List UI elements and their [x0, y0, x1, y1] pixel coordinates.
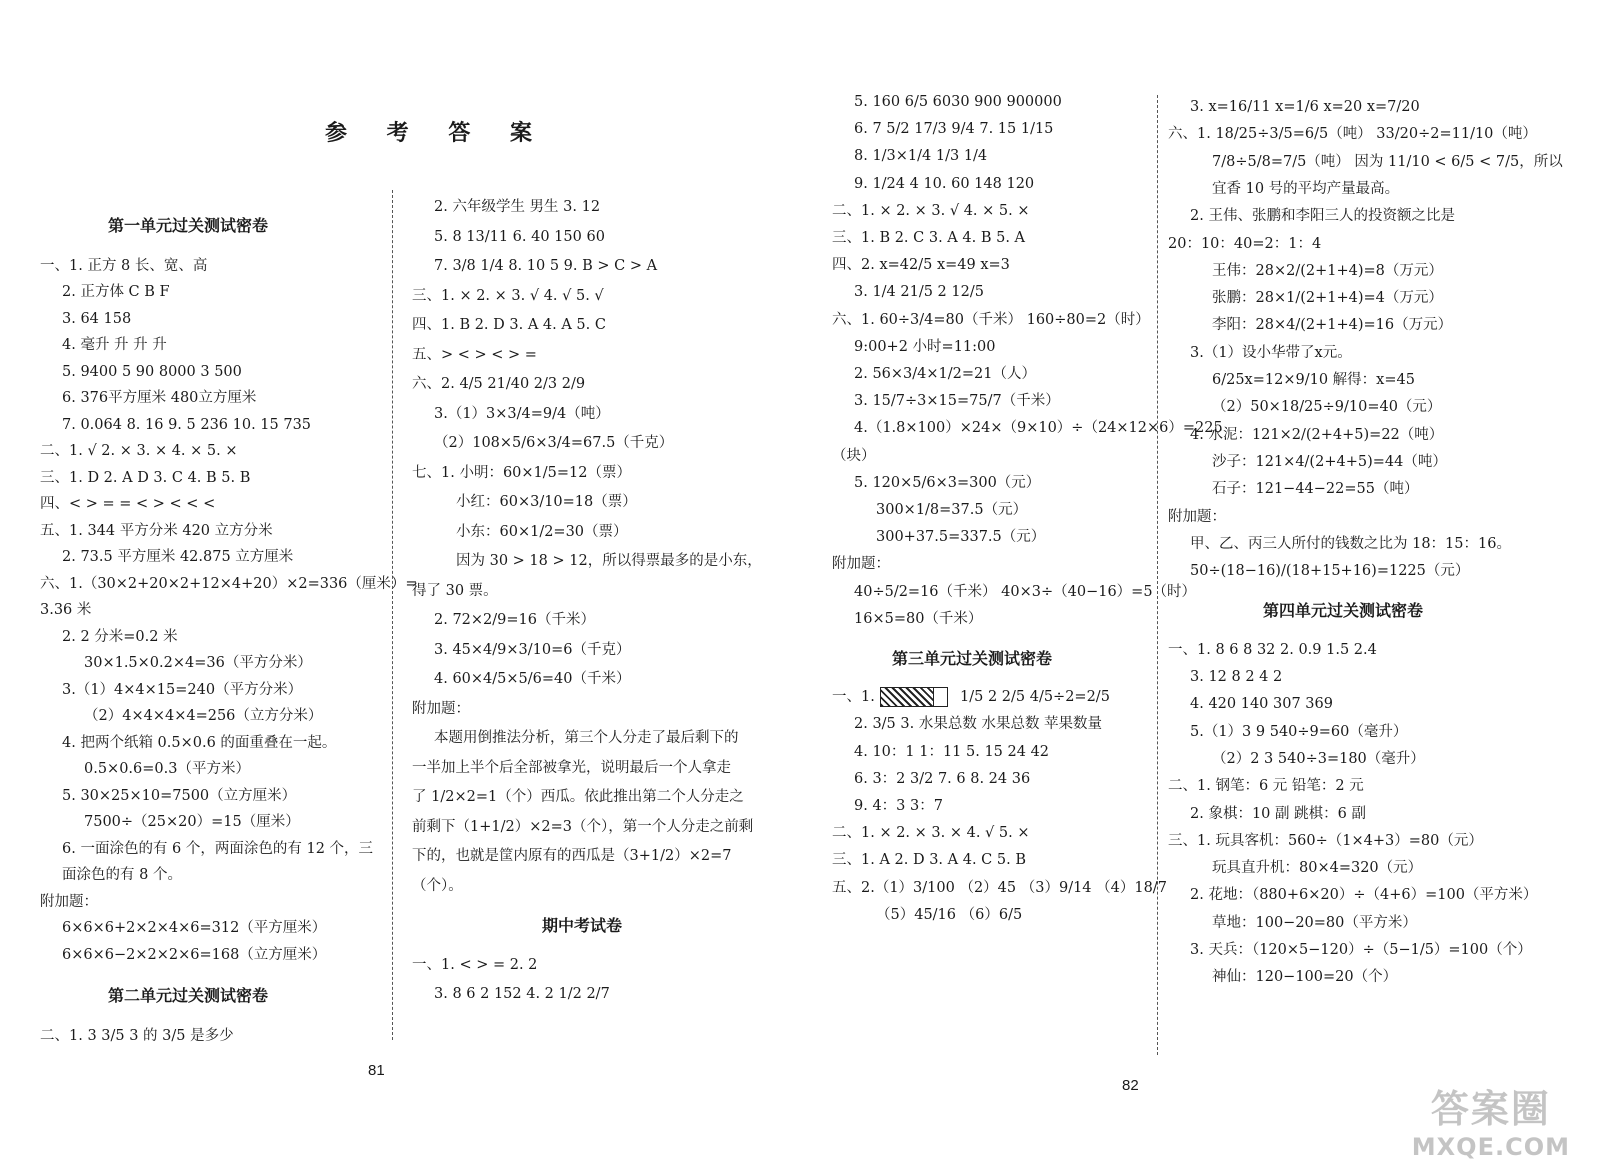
answer-line: 本题用倒推法分析，第三个人分走了最后剩下的: [434, 730, 739, 746]
answer-line: 9. 1/24 4 10. 60 148 120: [854, 175, 1035, 192]
answer-line: 2. 六年级学生 男生 3. 12: [434, 199, 601, 215]
answer-line: 玩具直升机：80×4=320（元）: [1212, 860, 1423, 877]
page-number: 82: [1122, 1077, 1139, 1094]
answer-line: 前剩下（1+1/2）×2=3（个），第一个人分走之前剩: [412, 818, 754, 835]
answer-line: 李阳：28×4/(2+1+4)=16（万元）: [1212, 317, 1453, 334]
answer-line: 三、1. D 2. A D 3. C 4. B 5. B: [40, 469, 251, 486]
answer-line: 2. 2 分米=0.2 米: [62, 628, 178, 645]
answer-line: 三、1. 玩具客机：560÷（1×4+3）=80（元）: [1168, 832, 1483, 849]
answer-line: 小红：60×3/10=18（票）: [456, 494, 637, 510]
answer-line: 沙子：121×4/(2+4+5)=44（吨）: [1212, 453, 1447, 470]
answer-line: 二、1. × 2. × 3. × 4. √ 5. ×: [832, 825, 1030, 842]
answer-line: 石子：121−44−22=55（吨）: [1212, 481, 1419, 498]
answer-line: 附加题：: [1168, 508, 1226, 525]
answer-line: 6. 3：2 3/2 7. 6 8. 24 36: [854, 770, 1031, 787]
answer-line: 三、1. A 2. D 3. A 4. C 5. B: [832, 852, 1026, 869]
answer-line: 2. 正方体 C B F: [62, 284, 170, 300]
column-divider: [1157, 95, 1158, 1055]
answer-line: 3. 64 158: [62, 310, 132, 327]
answer-line: 4. 把两个纸箱 0.5×0.6 的面重叠在一起。: [62, 734, 337, 751]
answer-line: 2. 56×3/4×1/2=21（人）: [854, 366, 1036, 382]
answer-line: 宜香 10 号的平均产量最高。: [1212, 180, 1400, 197]
answer-line: 3.（1）4×4×15=240（平方分米）: [62, 681, 303, 698]
answer-line: 9:00+2 小时=11:00: [854, 338, 996, 355]
answer-line: 3. 天兵：（120×5−120）÷（5−1/5）=100（个）: [1190, 942, 1532, 958]
answer-line: 三、1. × 2. × 3. √ 4. √ 5. √: [412, 287, 604, 304]
answer-line: 7. 3/8 1/4 8. 10 5 9. B > C > A: [434, 258, 658, 274]
answer-line: 二、1. 3 3/5 3 的 3/5 是多少: [40, 1027, 234, 1044]
answer-line: 40÷5/2=16（千米） 40×3÷（40−16）=5（时）: [854, 583, 1197, 600]
answer-line: 3. 15/7÷3×15=75/7（千米）: [854, 393, 1060, 410]
answer-line: 300×1/8=37.5（元）: [876, 502, 1028, 518]
answer-line: 五、> < > < > =: [412, 346, 537, 363]
answer-line: 0.5×0.6=0.3（平方米）: [84, 761, 250, 777]
answer-line: 4. 10：1 1：11 5. 15 24 42: [854, 743, 1050, 760]
answer-line: 草地：100−20=80（平方米）: [1212, 914, 1417, 931]
answer-line: 四、< > = = < > < < <: [40, 496, 216, 512]
column-divider: [392, 190, 393, 1040]
answer-line: 2. 3/5 3. 水果总数 水果总数 苹果数量: [854, 716, 1103, 733]
answer-line: 因为 30 > 18 > 12，所以得票最多的是小东，: [456, 553, 762, 569]
answer-line: 一、1. 正方 8 长、宽、高: [40, 257, 208, 274]
answer-line: 3. 8 6 2 152 4. 2 1/2 2/7: [434, 986, 610, 1002]
answer-line: 5. 8 13/11 6. 40 150 60: [434, 228, 605, 245]
watermark: [1412, 1078, 1570, 1161]
answer-line: 5. 30×25×10=7500（立方厘米）: [62, 787, 297, 804]
answer-line: 6×6×6−2×2×2×6=168（立方厘米）: [62, 946, 327, 963]
answer-line: 4. 420 140 307 369: [1190, 696, 1333, 713]
section-heading: 第四单元过关测试密卷: [1262, 601, 1424, 621]
answer-line: 5. 160 6/5 6030 900 900000: [854, 94, 1062, 110]
answer-line: 六、1.（30×2+20×2+12×4+20）×2=336（厘米）=: [40, 575, 418, 592]
answer-line: 300+37.5=337.5（元）: [876, 529, 1046, 546]
answer-line: 附加题：: [832, 556, 890, 573]
section-heading: 第三单元过关测试密卷: [891, 649, 1053, 668]
answer-line: 一、1. 8 6 8 32 2. 0.9 1.5 2.4: [1168, 641, 1377, 658]
answer-line: 2. 花地：（880+6×20）÷（4+6）=100（平方米）: [1190, 887, 1538, 904]
answer-line: 5. 120×5/6×3=300（元）: [854, 474, 1041, 491]
answer-line: 6. 一面涂色的有 6 个，两面涂色的有 12 个，三: [62, 840, 374, 857]
shaded-bar-figure: [880, 687, 948, 707]
answer-line: 五、1. 344 平方分米 420 立方分米: [40, 522, 273, 539]
answer-line: 4. 毫升 升 升 升: [62, 337, 167, 353]
answer-line: 得了 30 票。: [412, 582, 498, 599]
answer-line: 张鹏：28×1/(2+1+4)=4（万元）: [1212, 290, 1443, 307]
section-heading: 期中考试卷: [541, 916, 623, 935]
answer-line: 2. 王伟、张鹏和李阳三人的投资额之比是: [1190, 208, 1455, 225]
answer-line: 王伟：28×2/(2+1+4)=8（万元）: [1212, 262, 1443, 279]
answer-line: 7. 0.064 8. 16 9. 5 236 10. 15 735: [62, 416, 312, 433]
answer-line: 六、1. 18/25÷3/5=6/5（吨） 33/20÷2=11/10（吨）: [1168, 126, 1537, 143]
answer-line: 甲、乙、丙三人所付的钱数之比为 18：15：16。: [1190, 535, 1511, 552]
answer-line: 3. 1/4 21/5 2 12/5: [854, 284, 984, 301]
answer-line: 一、1. < > = 2. 2: [412, 956, 538, 973]
answer-line: （2）2 3 540÷3=180（毫升）: [1212, 750, 1425, 767]
answer-line: （2）4×4×4×4=256（立方分米）: [84, 708, 323, 724]
watermark-url: MXQE.COM: [1411, 1133, 1570, 1161]
answer-line: 了 1/2×2=1（个）西瓜。依此推出第二个人分走之: [412, 789, 744, 805]
answer-line: 3. 45×4/9×3/10=6（千克）: [434, 641, 631, 658]
answer-line: 20：10：40=2：1：4: [1168, 235, 1322, 252]
answer-line: 七、1. 小明：60×1/5=12（票）: [412, 464, 631, 481]
page-title: 参 考 答 案: [325, 120, 548, 146]
section-heading: 第二单元过关测试密卷: [107, 986, 269, 1005]
answer-line: 一半加上半个后全部被拿光，说明最后一个人拿走: [412, 759, 731, 776]
answer-line: 2. 73.5 平方厘米 42.875 立方厘米: [62, 549, 294, 565]
answer-line: 50÷(18−16)/(18+15+16)=1225（元）: [1190, 563, 1470, 580]
answer-line: 6×6×6+2×2×4×6=312（平方厘米）: [62, 920, 327, 936]
answer-line: 7/8÷5/8=7/5（吨） 因为 11/10 < 6/5 < 7/5，所以: [1212, 153, 1563, 170]
page-number: 81: [368, 1062, 385, 1079]
answer-line: 5. 9400 5 90 8000 3 500: [62, 363, 242, 380]
answer-line: 下的，也就是筐内原有的西瓜是（3+1/2）×2=7: [412, 848, 732, 864]
answer-line-prefix: 一、1.: [832, 689, 875, 706]
answer-line: 3.（1）3×3/4=9/4（吨）: [434, 405, 610, 422]
answer-line: 4.（1.8×100）×24×（9×10）÷（24×12×6）=225: [854, 420, 1223, 437]
answer-line: 6. 7 5/2 17/3 9/4 7. 15 1/15: [854, 121, 1054, 138]
answer-line: 5.（1）3 9 540÷9=60（毫升）: [1190, 723, 1408, 740]
answer-line: （块）: [832, 447, 876, 464]
answer-line: （个）。: [412, 877, 463, 894]
answer-line: 二、1. 钢笔：6 元 铅笔：2 元: [1168, 778, 1364, 795]
answer-line: 四、2. x=42/5 x=49 x=3: [832, 257, 1010, 274]
answer-line: 16×5=80（千米）: [854, 610, 983, 627]
answer-line: 8. 1/3×1/4 1/3 1/4: [854, 148, 988, 165]
answer-line: 3. x=16/11 x=1/6 x=20 x=7/20: [1190, 99, 1420, 115]
answer-line: 6. 376平方厘米 480立方厘米: [62, 390, 257, 406]
answer-line: 2. 象棋：10 副 跳棋：6 副: [1190, 805, 1366, 822]
answer-line: 30×1.5×0.2×4=36（平方分米）: [84, 655, 312, 671]
answer-line: 五、2.（1）3/100 （2）45 （3）9/14 （4）18/7: [832, 879, 1167, 896]
answer-line: 1/5 2 2/5 4/5÷2=2/5: [960, 689, 1110, 706]
answer-line: （2）50×18/25÷9/10=40（元）: [1212, 399, 1442, 416]
answer-line: 面涂色的有 8 个。: [62, 867, 182, 883]
answer-line: 六、2. 4/5 21/40 2/3 2/9: [412, 376, 586, 392]
answer-line: （2）108×5/6×3/4=67.5（千克）: [434, 435, 674, 451]
answer-line: 四、1. B 2. D 3. A 4. A 5. C: [412, 317, 606, 333]
answer-line: 4. 60×4/5×5/6=40（千米）: [434, 671, 631, 687]
answer-line: 三、1. B 2. C 3. A 4. B 5. A: [832, 230, 1026, 246]
answer-line: 7500÷（25×20）=15（厘米）: [84, 814, 300, 830]
answer-line: 4. 水泥：121×2/(2+4+5)=22（吨）: [1190, 426, 1444, 443]
answer-line: 六、1. 60÷3/4=80（千米） 160÷80=2（时）: [832, 311, 1150, 328]
watermark-logo: 答案圈: [1430, 1087, 1551, 1131]
answer-line: 9. 4：3 3：7: [854, 798, 943, 814]
answer-line: 附加题：: [412, 700, 470, 717]
answer-line: 二、1. √ 2. × 3. × 4. × 5. ×: [40, 443, 238, 459]
section-heading: 第一单元过关测试密卷: [107, 216, 269, 235]
answer-line: 3.36 米: [40, 602, 92, 618]
answer-line: 3.（1）设小华带了x元。: [1190, 344, 1352, 361]
answer-line: 二、1. × 2. × 3. √ 4. × 5. ×: [832, 202, 1030, 219]
answer-line: 神仙：120−100=20（个）: [1212, 969, 1398, 986]
answer-line: 附加题：: [40, 893, 98, 910]
answer-line: 6/25x=12×9/10 解得：x=45: [1212, 372, 1415, 388]
answer-line: 小东：60×1/2=30（票）: [456, 523, 628, 540]
answer-line: 2. 72×2/9=16（千米）: [434, 612, 595, 628]
answer-line: （5）45/16 （6）6/5: [876, 906, 1023, 923]
answer-line: 3. 12 8 2 4 2: [1190, 669, 1283, 685]
